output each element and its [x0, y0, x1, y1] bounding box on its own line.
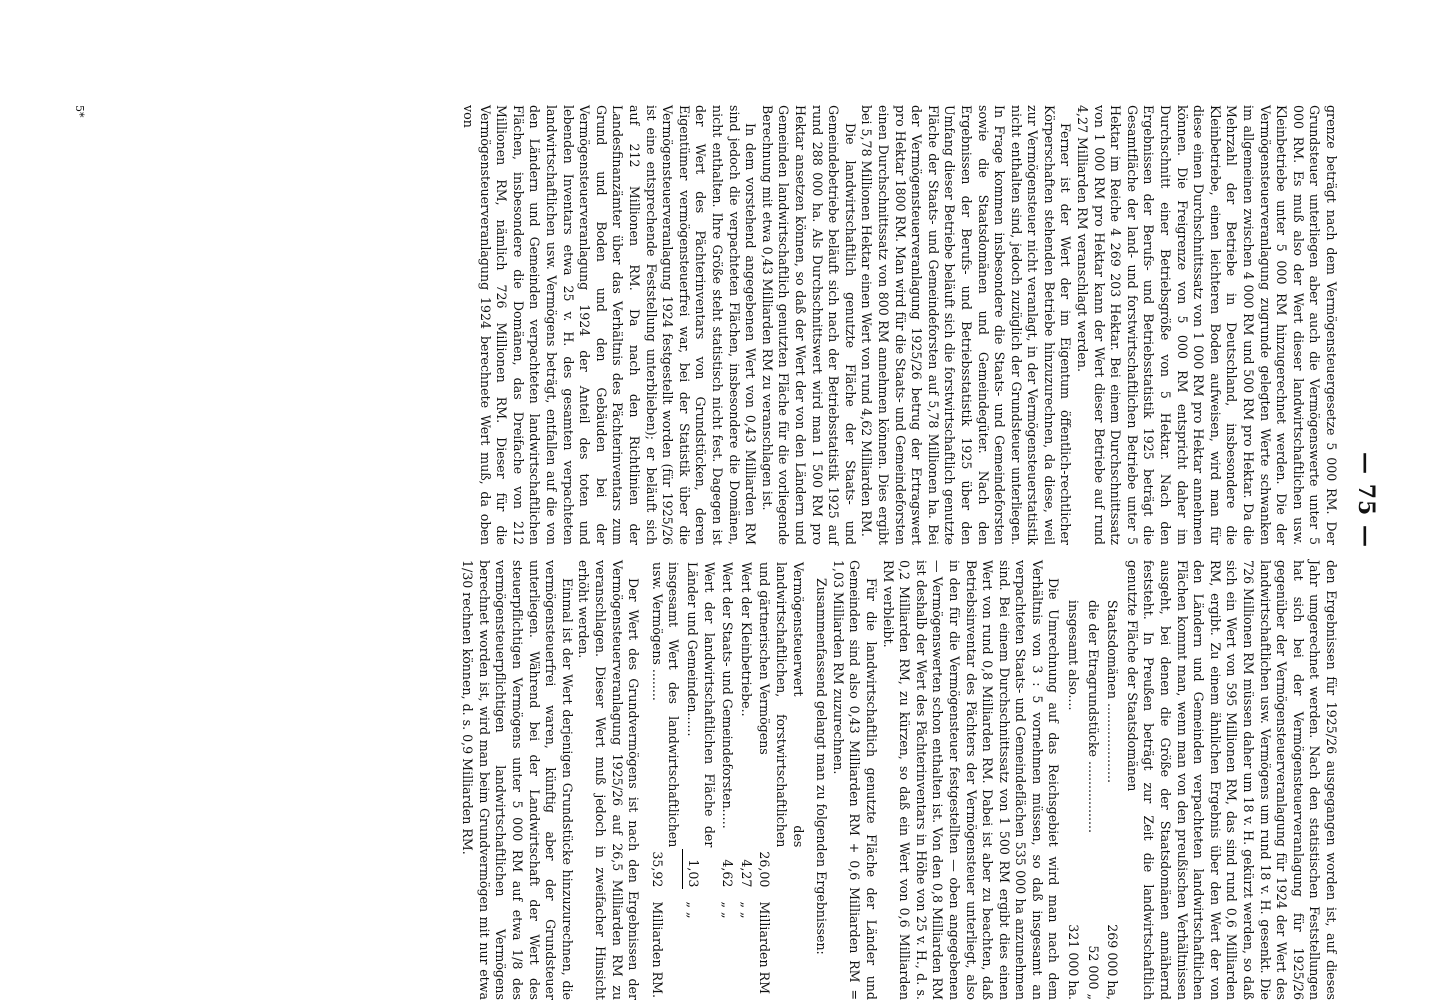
area-line-other	[1084, 600, 1101, 1000]
area-value: 269 000 ha,	[1105, 924, 1121, 1000]
summary-value: 35,92	[647, 849, 682, 889]
summary-row	[736, 560, 755, 1000]
summary-unit: „ „	[720, 901, 736, 919]
summary-unit: „ „	[738, 901, 754, 919]
summary-label: insgesamt Wert des landwirtschaftlichen usw. Vermögens ........	[649, 562, 682, 848]
summary-label: Wert der landwirtschaftlichen Fläche der Länder und Gemeinden......	[685, 562, 717, 848]
summary-row	[718, 560, 737, 1000]
summary-row	[755, 560, 807, 1000]
area-label: insgesamt also....	[1066, 600, 1082, 711]
area-value: 52 000 „	[1085, 945, 1101, 1000]
right-paragraph-4: Zusammenfassend gelangt man zu folgenden Ergebnissen:	[814, 578, 830, 955]
summary-value: 1,03	[685, 859, 701, 888]
printer-signature: 5*	[73, 105, 86, 118]
summary-unit: Milliarden RM.	[649, 901, 665, 998]
area-value: 321 000 ha.	[1066, 924, 1082, 1000]
area-label: Staatsdomänen ....................	[1105, 600, 1121, 784]
right-column	[459, 560, 1339, 1000]
area-line-total	[1065, 600, 1082, 1000]
left-column	[460, 105, 1339, 545]
left-paragraph-2: Ferner ist der Wert der im Eigentum öffentlich-rechtlicher Körperschaften stehenden Betriebe hinzuzurechnen, da diese, weil zur Vermögensteuer nicht veranlagt, in der Vermögensteuerstatistik nicht enthalten sind, jedoch zuzüglich der Grundsteuer unterliegen. In Frage kommen insbesondere die Staats- und Gemeindeforsten sowie die Staatsdomänen und Gemeindegüter. Nach den Ergebnissen der Berufs- und Betriebsstatistik 1925 über den Umfang dieser Betriebe beläuft sich die forstwirtschaftlich genutzte Fläche der Staats- und Gemeindeforsten auf 5,78 Millionen ha. Bei der Vermögensteuerveranlagung 1925/26 betrug der Ertragswert pro Hektar 1800 RM. Man wird für die Staats- und Gemeindeforsten einen Durchschnittssatz von 800 RM annehmen können. Dies ergibt bei 5,78 Millionen Hektar einen Wert von rund 4,62 Milliarden RM.	[859, 105, 1074, 545]
summary-unit: „ „	[685, 901, 701, 919]
summary-table	[647, 560, 806, 1000]
summary-label: Wert der Kleinbetriebe..	[738, 562, 754, 717]
summary-value: 26,00	[757, 851, 773, 888]
summary-unit: Milliarden RM	[757, 901, 773, 994]
summary-value: 4,62	[720, 859, 736, 888]
summary-row	[682, 560, 717, 1000]
area-label: die der Etragrundstücke ..................	[1085, 600, 1101, 834]
right-paragraph-1: den Ergebnissen für 1925/26 ausgegangen worden ist, auf dieses Jahr umgerechnet werden. Nach den statistischen Feststellungen hat sich bei der Vermögensteuerveranlagung für 1925/26 gegenüber der Vermögensteuerveranlagung für 1924 der Wert des landwirtschaftlichen usw. Vermögens um rund 18 v. H. gesenkt. Die 726 Millionen RM müssen daher um 18 v. H. gekürzt werden, so daß sich ein Wert von 595 Millionen RM, das sind rund 0,6 Milliarden RM, ergibt. Zu einem ähnlichen Ergebnis über den Wert der von den Ländern und Gemeinden verpachteten landwirtschaftlichen Flächen kommt man, wenn man von den preußischen Verhältnissen ausgeht, bei denen die Größe der Staatsdomänen annähernd feststeht. In Preußen beträgt zur Zeit die landwirtschaftlich genutzte Fläche der Staatsdomänen	[1124, 560, 1339, 1000]
left-paragraph-1: grenze beträgt nach dem Vermögensteuergesetze 5 000 RM. Der Grundsteuer unterliegen aber auch die Vermögenswerte unter 5 000 RM. Es muß also der Wert dieser landwirtschaftlichen usw. Kleinbetriebe unter 5 000 RM hinzugerechnet werden. Die der Vermögensteuerveranlagung zugrunde gelegten Werte schwanken im allgemeinen zwischen 4 000 RM und 500 RM pro Hektar. Da die Mehrzahl der Betriebe in Deutschland, insbesondere die Kleinbetriebe, einen leichteren Boden aufweisen, wird man für diese einen Durchschnittssatz von 1 000 RM pro Hektar annehmen können. Die Freigrenze von 5 000 RM entspricht daher im Durchschnitt einer Betriebsgröße von 5 Hektar. Nach den Ergebnissen der Berufs- und Betriebsstatistik 1925 beträgt die Gesamtfläche der land- und forstwirtschaftlichen Betriebe unter 5 Hektar im Reiche 4 269 203 Hektar. Bei einem Durchschnittssatz von 1 000 RM pro Hektar kann der Wert dieser Betriebe auf rund 4,27 Milliarden RM veranschlagt werden.	[1075, 105, 1339, 545]
summary-label: Wert der Staats- und Gemeindeforsten.....	[720, 562, 736, 829]
right-paragraph-6: Einmal ist der Wert derjenigen Grundstücke hinzuzurechnen, die vermögensteuerfrei waren, künftig aber der Grundsteuer unterliegen. Während bei der Landwirtschaft der Wert des steuerpflichtigen Vermögens unter 5 000 RM auf etwa 1/8 des vermögensteuerpflichtigen landwirtschaftlichen Vermögens berechnet worden ist, wird man beim Grundvermögen mit nur etwa 1/30 rechnen können, d. s. 0,9 Milliarden RM.	[460, 560, 575, 1000]
summary-value: 4,27	[738, 859, 754, 888]
right-paragraph-2: Die Umrechnung auf das Reichsgebiet wird man nach dem Verhältnis von 3 : 5 vornehmen müssen, so daß insgesamt an verpachteten Staats- und Gemeindeflächen 535 000 ha anzunehmen sind. Bei einem Durchschnittssatz von 1 500 RM ergibt dies einen Wert von rund 0,8 Milliarden RM. Dabei ist aber zu beachten, daß Betriebsinventar des Pächters der Vermögensteuer unterliegt, also in den für die Vermögensteuer festgestellten — oben angegebenen — Vermögenswerten schon enthalten ist. Von den 0,8 Milliarden RM ist deshalb der Wert des Pächterinventars in Höhe von 25 v. H., d. s. 0,2 Milliarden RM, zu kürzen, so daß ein Wert von 0,6 Milliarden RM verbleibt.	[880, 560, 1062, 1000]
page-number: — 75 —	[1353, 452, 1379, 548]
left-paragraph-4: In dem vorstehend angegebenen Wert von 0,43 Milliarden RM sind jedoch die verpachteten Flächen, insbesondere die Domänen, nicht enthalten. Ihre Größe steht statistisch nicht fest. Dagegen ist der Wert des Pächterinventars von Grundstücken, deren Eigentümer vermögensteuerfrei war, bei der Statistik über die Vermögensteuerveranlagung 1924 festgestellt worden (für 1925/26 ist eine entsprechende Feststellung unterblieben); er beläuft sich auf 212 Millionen RM. Da nach den Richtlinien der Landesfinanzämter über das Verhältnis des Pächterinventars zum Grund und Boden und den Gebäuden bei der Vermögensteuerveranlagung 1924 der Anteil des toten und lebenden Inventars etwa 25 v. H. des gesamten verpachteten landwirtschaftlichen usw. Vermögens beträgt, entfallen auf die von den Ländern und Gemeinden verpachteten landwirtschaftlichen Flächen, insbesondere die Domänen, das Dreifache von 212 Millionen RM, nämlich 726 Millionen RM. Dieser für die Vermögensteuerveranlagung 1924 berechnete Wert muß, da oben von	[461, 105, 759, 545]
right-paragraph-5: Der Wert des Grundvermögens ist nach den Ergebnissen der Vermögensteuerveranlagung 1925/26 auf 26,5 Milliarden RM zu veranschlagen. Dieser Wert muß jedoch in zweifacher Hinsicht erhöht werden.	[576, 560, 642, 1000]
summary-label: Vermögensteuerwert des landwirtschaftlichen, forstwirtschaftlichen und gärtnerischen Vermögens	[757, 562, 806, 848]
right-paragraph-3: Für die landwirtschaftlich genutzte Fläche der Länder und Gemeinden sind also 0,43 Milliarden RM + 0,6 Milliarden RM = 1,03 Milliarden RM zuzurechnen.	[830, 560, 879, 1000]
left-paragraph-3: Die landwirtschaftlich genutzte Fläche der Staats- und Gemeindebetriebe beläuft sich nach der Betriebsstatistik 1925 auf rund 288 000 ha. Als Durchschnittswert wird man 1 500 RM pro Hektar ansetzen können, so daß der Wert der von den Ländern und Gemeinden landwirtschaftlich genutzten Fläche für die vorliegende Berechnung mit etwa 0,43 Milliarden RM zu veranschlagen ist.	[759, 105, 858, 545]
summary-total-row	[647, 560, 682, 1000]
area-line-domains	[1104, 600, 1121, 1000]
